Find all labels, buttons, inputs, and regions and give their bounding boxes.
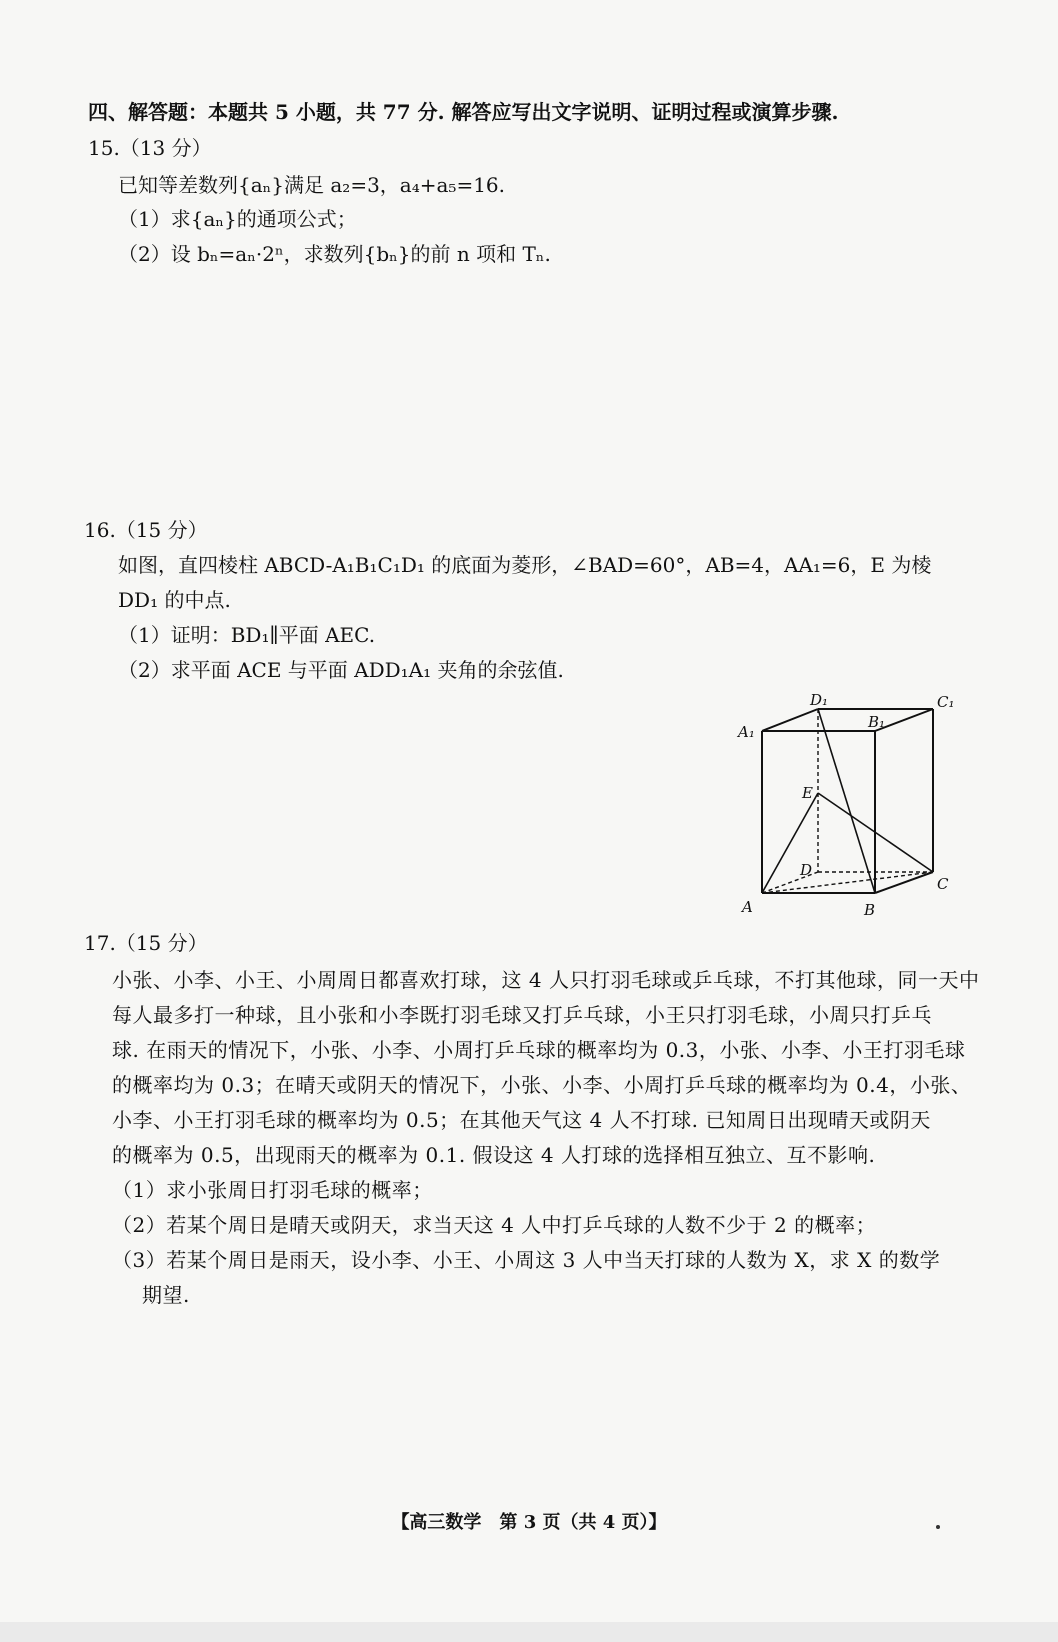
q16-stem-line1: 如图，直四棱柱 ABCD-A₁B₁C₁D₁ 的底面为菱形，∠BAD=60°，AB=4，AA₁=6，E 为棱 xyxy=(118,553,932,577)
q17-stem-line: 小张、小李、小王、小周周日都喜欢打球，这 4 人只打羽毛球或乒乓球，不打其他球，同一天中 xyxy=(112,968,980,992)
page-footer: 【高三数学 第 3 页（共 4 页）】 xyxy=(391,1512,667,1533)
label-b: B xyxy=(864,901,876,919)
q16-part1: （1）证明：BD₁∥平面 AEC. xyxy=(118,623,376,647)
segment-d1b xyxy=(818,709,875,893)
q17-stem-line: 小李、小王打羽毛球的概率均为 0.5；在其他天气这 4 人不打球. 已知周日出现晴天或阴天 xyxy=(112,1108,931,1132)
edge-d1a1 xyxy=(762,709,818,731)
scan-bottom-edge xyxy=(0,1622,1058,1642)
q17-stem xyxy=(112,963,979,1313)
q15-part2: （2）设 bₙ=aₙ·2ⁿ，求数列{bₙ}的前 n 项和 Tₙ. xyxy=(118,242,551,266)
prism-figure xyxy=(730,685,970,930)
q17-stem-line: 球. 在雨天的情况下，小张、小李、小周打乒乓球的概率均为 0.3，小张、小李、小王打羽毛球 xyxy=(112,1038,966,1062)
q16-number: 16.（15 分） xyxy=(84,518,208,542)
label-a: A xyxy=(742,898,753,916)
label-c: C xyxy=(937,875,949,893)
q16-part2: （2）求平面 ACE 与平面 ADD₁A₁ 夹角的余弦值. xyxy=(118,658,564,682)
label-c1: C₁ xyxy=(937,693,955,711)
q15-stem: 已知等差数列{aₙ}满足 a₂=3，a₄+a₅=16. xyxy=(118,173,506,197)
prism-diagram xyxy=(730,685,970,930)
diagonal-ac-hidden xyxy=(762,872,933,893)
section-heading: 四、解答题：本题共 5 小题，共 77 分. 解答应写出文字说明、证明过程或演算步骤. xyxy=(88,100,839,124)
q16-stem-line2: DD₁ 的中点. xyxy=(118,588,231,612)
q17-stem-line: 的概率均为 0.3；在晴天或阴天的情况下，小张、小李、小周打乒乓球的概率均为 0.4，小张、 xyxy=(112,1073,972,1097)
label-d1: D₁ xyxy=(810,691,829,709)
label-e: E xyxy=(802,784,813,802)
scan-speck xyxy=(936,1525,940,1529)
q17-stem-line: 的概率为 0.5，出现雨天的概率为 0.1. 假设这 4 人打球的选择相互独立、互不影响. xyxy=(112,1143,876,1167)
q15-number: 15.（13 分） xyxy=(88,136,212,160)
q17-part1: （1）求小张周日打羽毛球的概率； xyxy=(112,1178,433,1202)
label-d: D xyxy=(800,861,813,879)
q17-part2: （2）若某个周日是晴天或阴天，求当天这 4 人中打乒乓球的人数不少于 2 的概率； xyxy=(112,1213,877,1237)
q17-part3-line2: 期望. xyxy=(142,1283,190,1307)
q15-part1: （1）求{aₙ}的通项公式； xyxy=(118,207,357,231)
q17-number: 17.（15 分） xyxy=(84,931,208,955)
q17-stem-line: 每人最多打一种球，且小张和小李既打羽毛球又打乒乓球，小王只打羽毛球，小周只打乒乓 xyxy=(112,1003,932,1027)
label-b1: B₁ xyxy=(868,713,886,731)
label-a1: A₁ xyxy=(738,723,755,741)
q17-part3-line1: （3）若某个周日是雨天，设小李、小王、小周这 3 人中当天打球的人数为 X，求 X 的数学 xyxy=(112,1248,941,1272)
